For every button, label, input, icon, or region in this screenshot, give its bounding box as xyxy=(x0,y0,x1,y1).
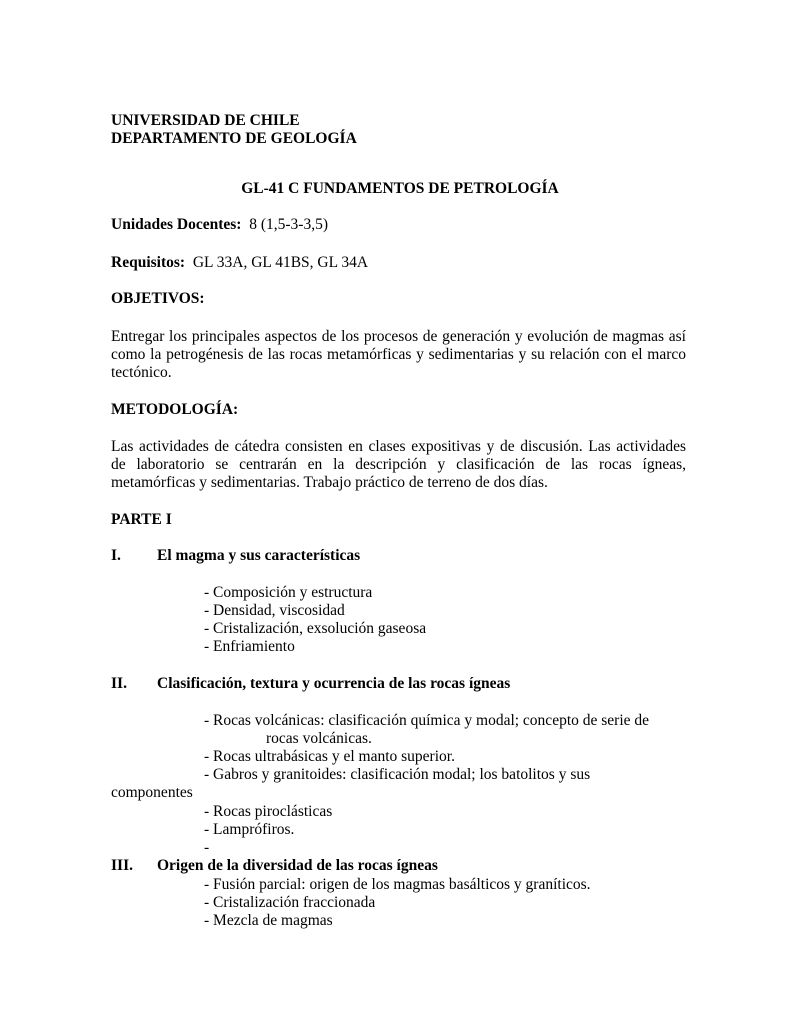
list-item-continuation: componentes xyxy=(111,784,193,801)
list-item: - Fusión parcial: origen de los magmas basálticos y graníticos. xyxy=(204,876,591,893)
department-name: DEPARTAMENTO DE GEOLOGÍA xyxy=(111,130,357,147)
objectives-line: como la petrogénesis de las rocas metamórficas y sedimentarias y su relación con el marco xyxy=(111,346,686,363)
methodology-line: Las actividades de cátedra consisten en clases expositivas y de discusión. Las actividades xyxy=(111,438,686,455)
list-item: - Enfriamiento xyxy=(204,638,295,655)
list-item: - Composición y estructura xyxy=(204,584,373,601)
objectives-paragraph xyxy=(111,328,686,382)
list-item-continuation: rocas volcánicas. xyxy=(266,730,372,747)
objectives-heading: OBJETIVOS: xyxy=(111,290,205,307)
list-item: - Mezcla de magmas xyxy=(204,912,333,929)
methodology-paragraph xyxy=(111,438,686,492)
requirements-value: GL 33A, GL 41BS, GL 34A xyxy=(192,254,369,271)
list-item: - Densidad, viscosidad xyxy=(204,602,345,619)
objectives-line: tectónico. xyxy=(111,364,172,381)
section-number: III. xyxy=(111,857,133,874)
section-number: II. xyxy=(111,675,127,692)
requirements-label: Requisitos: xyxy=(111,254,186,271)
list-item: - Rocas piroclásticas xyxy=(204,803,333,820)
methodology-line: de laboratorio se centrarán en la descripción y clasificación de las rocas ígneas, xyxy=(111,456,686,473)
methodology-heading: METODOLOGÍA: xyxy=(111,401,239,418)
methodology-line: metamórficas y sedimentarias. Trabajo práctico de terreno de dos días. xyxy=(111,474,548,491)
section-title: El magma y sus características xyxy=(157,547,361,564)
section-title: Clasificación, textura y ocurrencia de las rocas ígneas xyxy=(157,675,511,692)
list-item: - Rocas volcánicas: clasificación química y modal; concepto de serie de xyxy=(204,712,650,729)
units-value: 8 (1,5-3-3,5) xyxy=(249,216,328,233)
list-item: - Cristalización fraccionada xyxy=(204,894,376,911)
list-item: - Cristalización, exsolución gaseosa xyxy=(204,620,427,637)
requirements-row xyxy=(111,254,368,272)
list-item: - Rocas ultrabásicas y el manto superior. xyxy=(204,748,455,765)
part-heading: PARTE I xyxy=(111,511,172,528)
units-row xyxy=(111,216,328,234)
list-item: - Gabros y granitoides: clasificación modal; los batolitos y sus xyxy=(204,766,591,783)
university-name: UNIVERSIDAD DE CHILE xyxy=(111,112,300,129)
objectives-line: Entregar los principales aspectos de los procesos de generación y evolución de magmas así xyxy=(111,328,686,345)
list-item-empty: - xyxy=(204,839,210,856)
list-item: - Lamprófiros. xyxy=(204,821,295,838)
course-title: GL-41 C FUNDAMENTOS DE PETROLOGÍA xyxy=(241,180,559,197)
section-number: I. xyxy=(111,547,121,564)
units-label: Unidades Docentes: xyxy=(111,216,242,233)
section-title: Origen de la diversidad de las rocas ígneas xyxy=(157,857,438,874)
